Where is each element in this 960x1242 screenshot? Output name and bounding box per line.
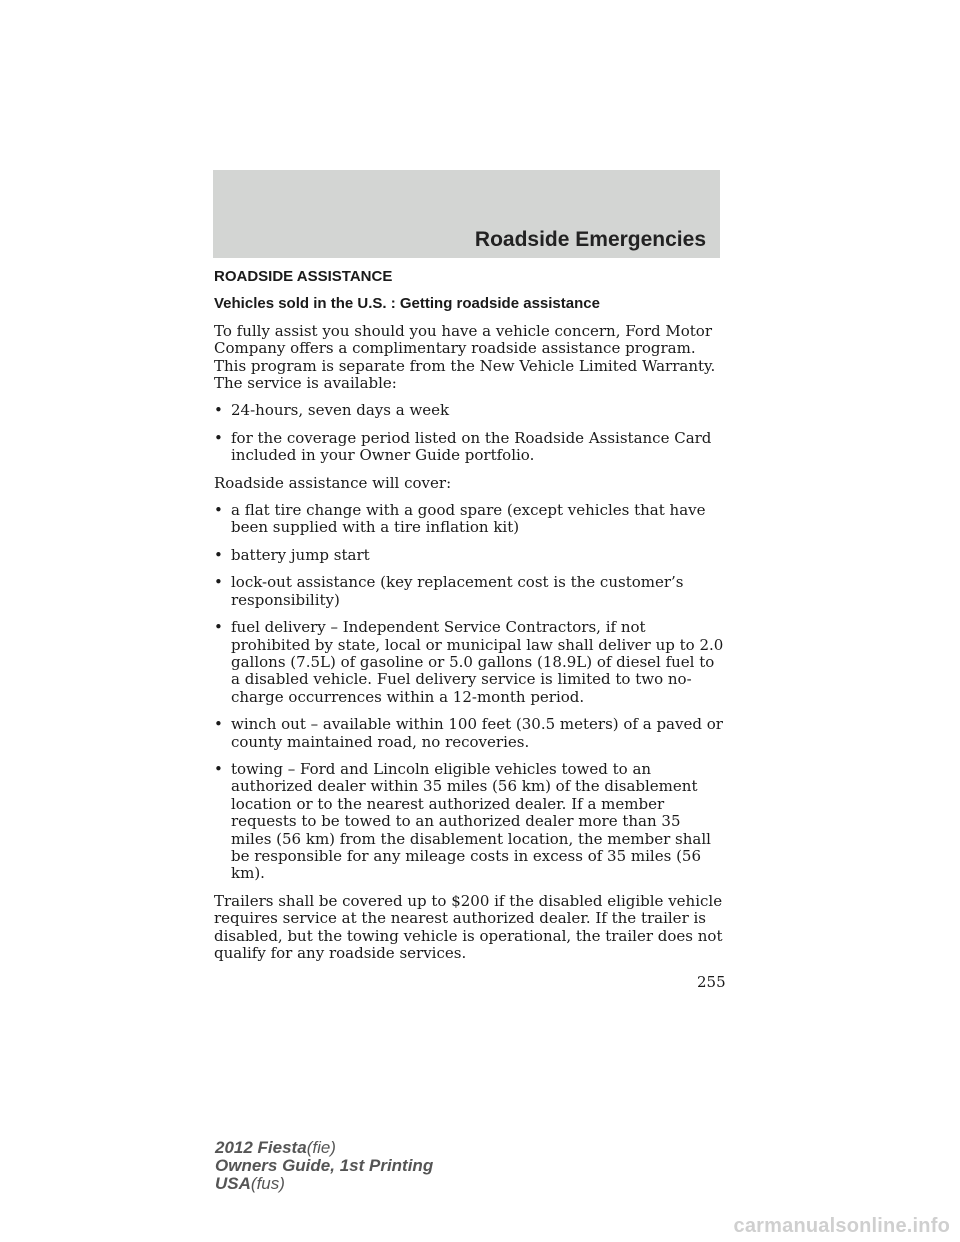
bullet-icon: •	[214, 715, 223, 734]
print-footer	[215, 1139, 433, 1193]
page-content	[214, 268, 724, 972]
bullet-icon: •	[214, 545, 223, 564]
bullet-icon: •	[214, 501, 223, 520]
list-item: • lock-out assistance (key replacement cost is the customer’s responsibility)	[214, 573, 684, 609]
list-item: • winch out – available within 100 feet (30.5 meters) of a paved or county maintained road, no recoveries.	[214, 715, 723, 751]
footer-model-code: (fie)	[306, 1138, 336, 1157]
availability-list	[214, 402, 724, 464]
list-item: • battery jump start	[214, 545, 370, 564]
section-heading: ROADSIDE ASSISTANCE	[214, 268, 393, 285]
bullet-icon: •	[214, 573, 223, 592]
footer-model: 2012 Fiesta	[215, 1138, 307, 1157]
intro-paragraph: To fully assist you should you have a vehicle concern, Ford Motor Company offers a complimentary roadside assistance program. This program is separate from the New Vehicle Limited Warranty. The service is available:	[214, 321, 716, 393]
footer-market: USA	[215, 1174, 251, 1193]
footer-market-code: (fus)	[250, 1174, 285, 1193]
bullet-icon: •	[214, 618, 223, 637]
footer-guide: Owners Guide, 1st Printing	[215, 1156, 434, 1175]
coverage-intro: Roadside assistance will cover:	[214, 473, 452, 492]
bullet-icon: •	[214, 401, 223, 420]
section-title: Roadside Emergencies	[474, 228, 706, 251]
trailers-paragraph: Trailers shall be covered up to $200 if the disabled eligible vehicle requires service at the nearest authorized dealer. If the trailer is disabled, but the towing vehicle is operational, the trailer does not qualify for any roadside services.	[214, 891, 723, 962]
bullet-icon: •	[214, 759, 223, 778]
list-item: • a flat tire change with a good spare (except vehicles that have been supplied with a tire inflation kit)	[214, 501, 706, 537]
list-item: • for the coverage period listed on the Roadside Assistance Card included in your Owner Guide portfolio.	[214, 428, 712, 465]
list-item: • 24-hours, seven days a week	[214, 401, 450, 420]
bullet-icon: •	[214, 428, 223, 447]
page-number: 255	[697, 973, 726, 991]
list-item: • fuel delivery – Independent Service Contractors, if not prohibited by state, local or municipal law shall deliver up to 2.0 gallons (7.5L) of gasoline or 5.0 gallons (18.9L) of diesel fuel to a disabled vehicle. Fuel delivery service is limited to two no-charge occurrences within a 12-month period.	[214, 618, 724, 706]
watermark: carmanualsonline.info	[733, 1215, 950, 1237]
coverage-list	[214, 502, 724, 883]
section-subheading: Vehicles sold in the U.S. : Getting roadside assistance	[214, 295, 600, 313]
section-header-band	[213, 170, 720, 258]
list-item: • towing – Ford and Lincoln eligible vehicles towed to an authorized dealer within 35 miles (56 km) of the disablement location or to the nearest authorized dealer. If a member requests to be towed to an authorized dealer more than 35 miles (56 km) from the disablement location, the member shall be responsible for any mileage costs in excess of 35 miles (56 km).	[214, 759, 711, 883]
